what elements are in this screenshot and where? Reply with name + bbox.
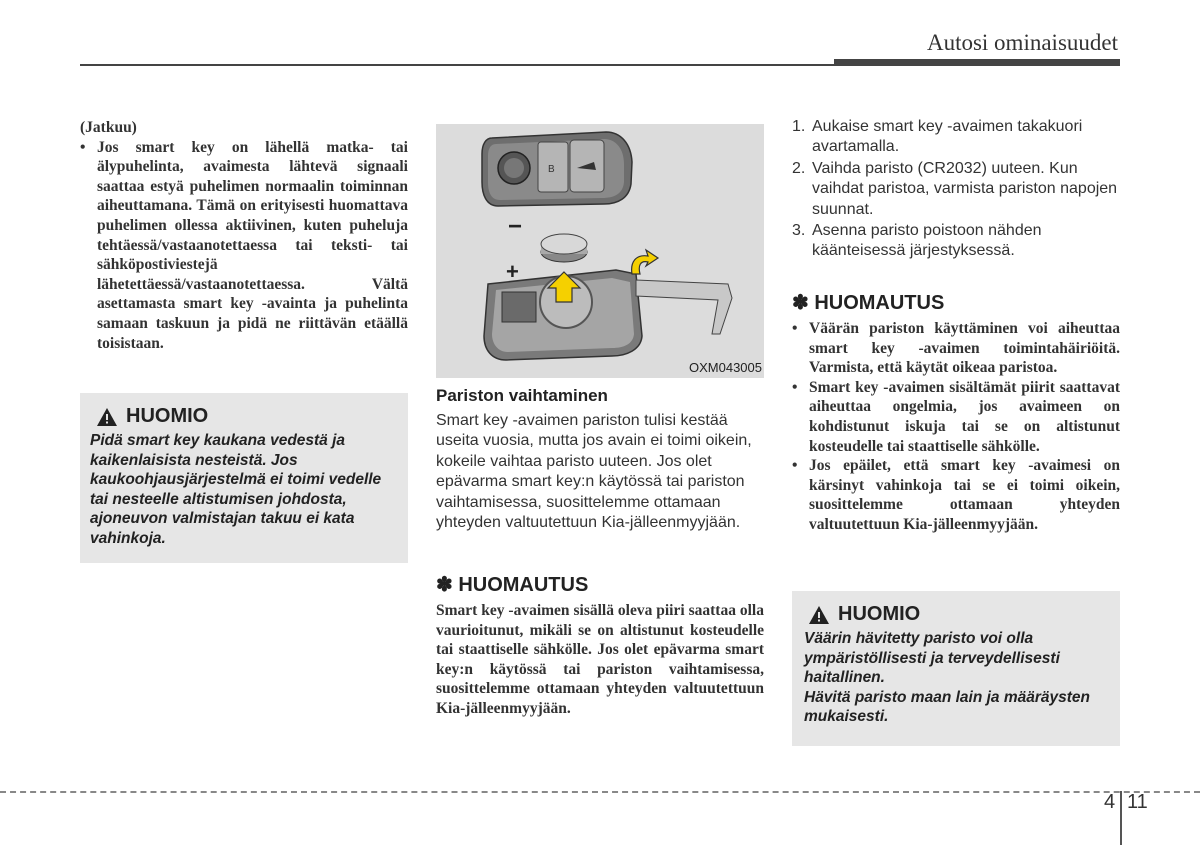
notice-title: ✽ HUOMAUTUS: [792, 292, 945, 314]
bullet-item: [792, 319, 1120, 378]
bullet-text: Smart key -avaimen sisältämät piirit saattavat aiheuttaa ongelmia, jos avaimeen on kohdistunut iskuja tai se on altistunut kosteudelle tai staattiselle sähkölle.: [809, 378, 1120, 455]
caution-paragraph: Väärin hävitetty paristo voi olla ympäristöllisesti ja terveydellisesti haitallinen.: [804, 630, 1060, 687]
notice-title: ✽ HUOMAUTUS: [436, 574, 589, 596]
bullet-dot: •: [792, 378, 798, 396]
caution-paragraph: Hävitä paristo maan lain ja määräysten mukaisesti.: [804, 688, 1091, 726]
minus-sign: −: [508, 213, 523, 240]
bullet-item: [792, 378, 1120, 456]
column-1: [80, 118, 408, 353]
caution-body: Pidä smart key kaukana vedestä ja kaikenlaisista nesteistä. Jos kaukoohjausjärjestelmä ei toimi vedelle tai nesteelle altistumisen johdosta, ajoneuvon valmistajan takuu ei kata vahinkoja.: [90, 432, 382, 547]
bullet-dot: •: [80, 138, 86, 156]
notice-bullets: [792, 319, 1120, 535]
page-number: 11: [1127, 791, 1148, 813]
step-number: 1.: [792, 118, 806, 135]
caution-title: [808, 603, 920, 626]
step-number: 2.: [792, 159, 806, 177]
bullet-dot: •: [792, 320, 798, 337]
warning-triangle-icon: [808, 605, 830, 625]
caution-title-text: HUOMIO: [838, 603, 921, 625]
steps-list: [792, 117, 1120, 262]
step-text: Aukaise smart key -avaimen takakuori avartamalla.: [812, 118, 1083, 156]
warning-triangle-icon: [96, 407, 118, 427]
step-item: [792, 221, 1120, 262]
step-item: [792, 159, 1120, 220]
section-title: Pariston vaihtaminen: [436, 386, 608, 405]
figure-code: OXM043005: [689, 360, 762, 375]
bullet-dot: •: [792, 457, 798, 475]
smart-key-battery-illustration: [436, 124, 764, 378]
bullet-text: Jos epäilet, että smart key -avaimesi on kärsinyt vahinkoja tai se ei toimi oikein, suosittelemme ottamaan yhteyden valtuutettuun Kia-jälleenmyyjään.: [809, 457, 1120, 533]
bullet-text: Jos smart key on lähellä matka- tai älypuhelinta, avaimesta lähtevä signaali saattaa estyä puhelimen normaalin toiminnan aiheuttamana. Tämä on erityisesti huomattava puhelimen ollessa aktiivinen, kuten puheluja tehtäessä/vastaanotettaessa tai teksti- tai sähköpostiviestejä lähetettäessä/vastaanotettaessa. Vältä asettamasta smart key -avainta ja puhelinta samaan taskuun ja pidä ne riittävän etäällä toisistaan.: [97, 138, 408, 352]
plus-sign: +: [506, 259, 519, 284]
svg-text:B: B: [548, 164, 555, 175]
footer-dashed-rule: [0, 791, 1200, 793]
chapter-number: 4: [1104, 791, 1116, 813]
step-text: Asenna paristo poistoon nähden käänteisessä järjestyksessä.: [812, 222, 1042, 260]
key-battery-figure: [436, 124, 764, 378]
caution-box-2: [792, 591, 1120, 746]
footer-divider: [1120, 791, 1122, 845]
caution-title: [96, 405, 208, 428]
bullet-text: Väärän pariston käyttäminen voi aiheuttaa smart key -avaimen toimintahäiriöitä. Varmista, että käytät oikeaa paristoa.: [809, 320, 1120, 377]
step-item: [792, 117, 1120, 158]
bullet-item: [80, 138, 408, 354]
header-rule: [80, 64, 1120, 66]
caution-body: [804, 629, 1114, 727]
section-body: Smart key -avaimen pariston tulisi kestää useita vuosia, mutta jos avain ei toimi oikein, kokeile vaihtaa paristo uuteen. Jos olet epävarma smart key:n käytössä tai pariston vaihtamisessa, suosittelemme ottamaan yhteyden valtuutettuun Kia-jälleenmyyjään.: [436, 412, 752, 532]
notice-body: Smart key -avaimen sisällä oleva piiri saattaa olla vaurioitunut, mikäli se on altistunut kosteudelle tai staattiselle sähkölle. Jos olet epävarma smart key:n käytössä tai pariston vaihtamisessa, suosittelemme ottamaan yhteyden valtuutettuun Kia-jälleenmyyjään.: [436, 602, 764, 717]
bullet-item: [792, 456, 1120, 534]
caution-box-1: [80, 393, 408, 563]
caution-title-text: HUOMIO: [126, 405, 209, 427]
continued-label: (Jatkuu): [80, 119, 137, 136]
running-header-title: Autosi ominaisuudet: [926, 30, 1118, 55]
step-number: 3.: [792, 222, 806, 240]
step-text: Vaihda paristo (CR2032) uuteen. Kun vaihdat paristoa, varmista pariston napojen suunnat.: [812, 159, 1118, 218]
